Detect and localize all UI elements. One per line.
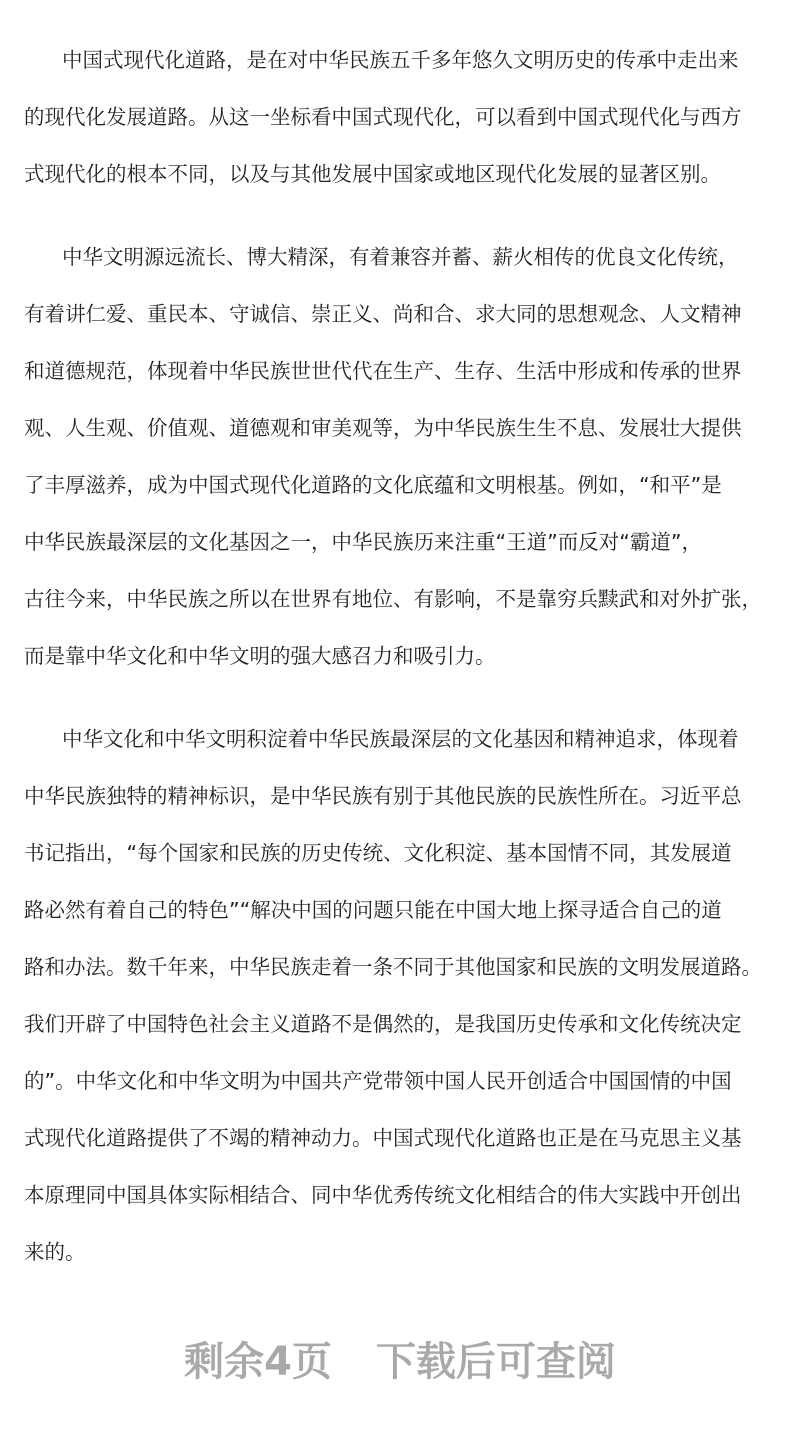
text-line: 中华民族最深层的文化基因之一，中华民族历来注重“王道”而反对“霸道”， (24, 530, 702, 554)
remaining-pages-label: 剩余4页 (184, 1339, 332, 1385)
text-line: 路和办法。数千年来，中华民族走着一条不同于其他国家和民族的文明发展道路。 (24, 955, 762, 979)
paragraph (24, 229, 776, 685)
text-line: 中华文化和中华文明积淀着中华民族最深层的文化基因和精神追求，体现着 (62, 727, 739, 751)
text-line: 古往今来，中华民族之所以在世界有地位、有影响，不是靠穷兵黩武和对外扩张， (24, 587, 762, 611)
text-line: 本原理同中国具体实际相结合、同中华优秀传统文化相结合的伟大实践中开创出 (24, 1183, 742, 1207)
text-line: 来的。 (24, 1240, 86, 1264)
text-line: 的”。中华文化和中华文明为中国共产党带领中国人民开创适合中国国情的中国 (24, 1069, 732, 1093)
text-line: 有着讲仁爱、重民本、守诚信、崇正义、尚和合、求大同的思想观念、人文精神 (24, 302, 742, 326)
text-line: 了丰厚滋养，成为中国式现代化道路的文化底蕴和文明根基。例如，“和平”是 (24, 473, 722, 497)
text-line: 式现代化道路提供了不竭的精神动力。中国式现代化道路也正是在马克思主义基 (24, 1126, 742, 1150)
text-line: 而是靠中华文化和中华文明的强大感召力和吸引力。 (24, 644, 496, 668)
paragraph (24, 32, 776, 203)
text-line: 中国式现代化道路，是在对中华民族五千多年悠久文明历史的传承中走出来 (62, 48, 739, 72)
text-line: 的现代化发展道路。从这一坐标看中国式现代化，可以看到中国式现代化与西方 (24, 105, 742, 129)
download-prompt[interactable] (0, 1330, 800, 1387)
text-line: 我们开辟了中国特色社会主义道路不是偶然的，是我国历史传承和文化传统决定 (24, 1012, 742, 1036)
text-line: 中华文明源远流长、博大精深，有着兼容并蓄、薪火相传的优良文化传统， (62, 245, 739, 269)
text-line: 观、人生观、价值观、道德观和审美观等，为中华民族生生不息、发展壮大提供 (24, 416, 742, 440)
text-line: 中华民族独特的精神标识，是中华民族有别于其他民族的民族性所在。习近平总 (24, 784, 742, 808)
download-to-view-label[interactable]: 下载后可查阅 (375, 1339, 616, 1385)
document-body (24, 32, 776, 1307)
text-line: 书记指出，“每个国家和民族的历史传统、文化积淀、基本国情不同，其发展道 (24, 841, 732, 865)
text-line: 式现代化的根本不同，以及与其他发展中国家或地区现代化发展的显著区别。 (24, 162, 721, 186)
paragraph (24, 711, 776, 1281)
text-line: 路必然有着自己的特色”“解决中国的问题只能在中国大地上探寻适合自己的道 (24, 898, 722, 922)
text-line: 和道德规范，体现着中华民族世世代代在生产、生存、生活中形成和传承的世界 (24, 359, 742, 383)
